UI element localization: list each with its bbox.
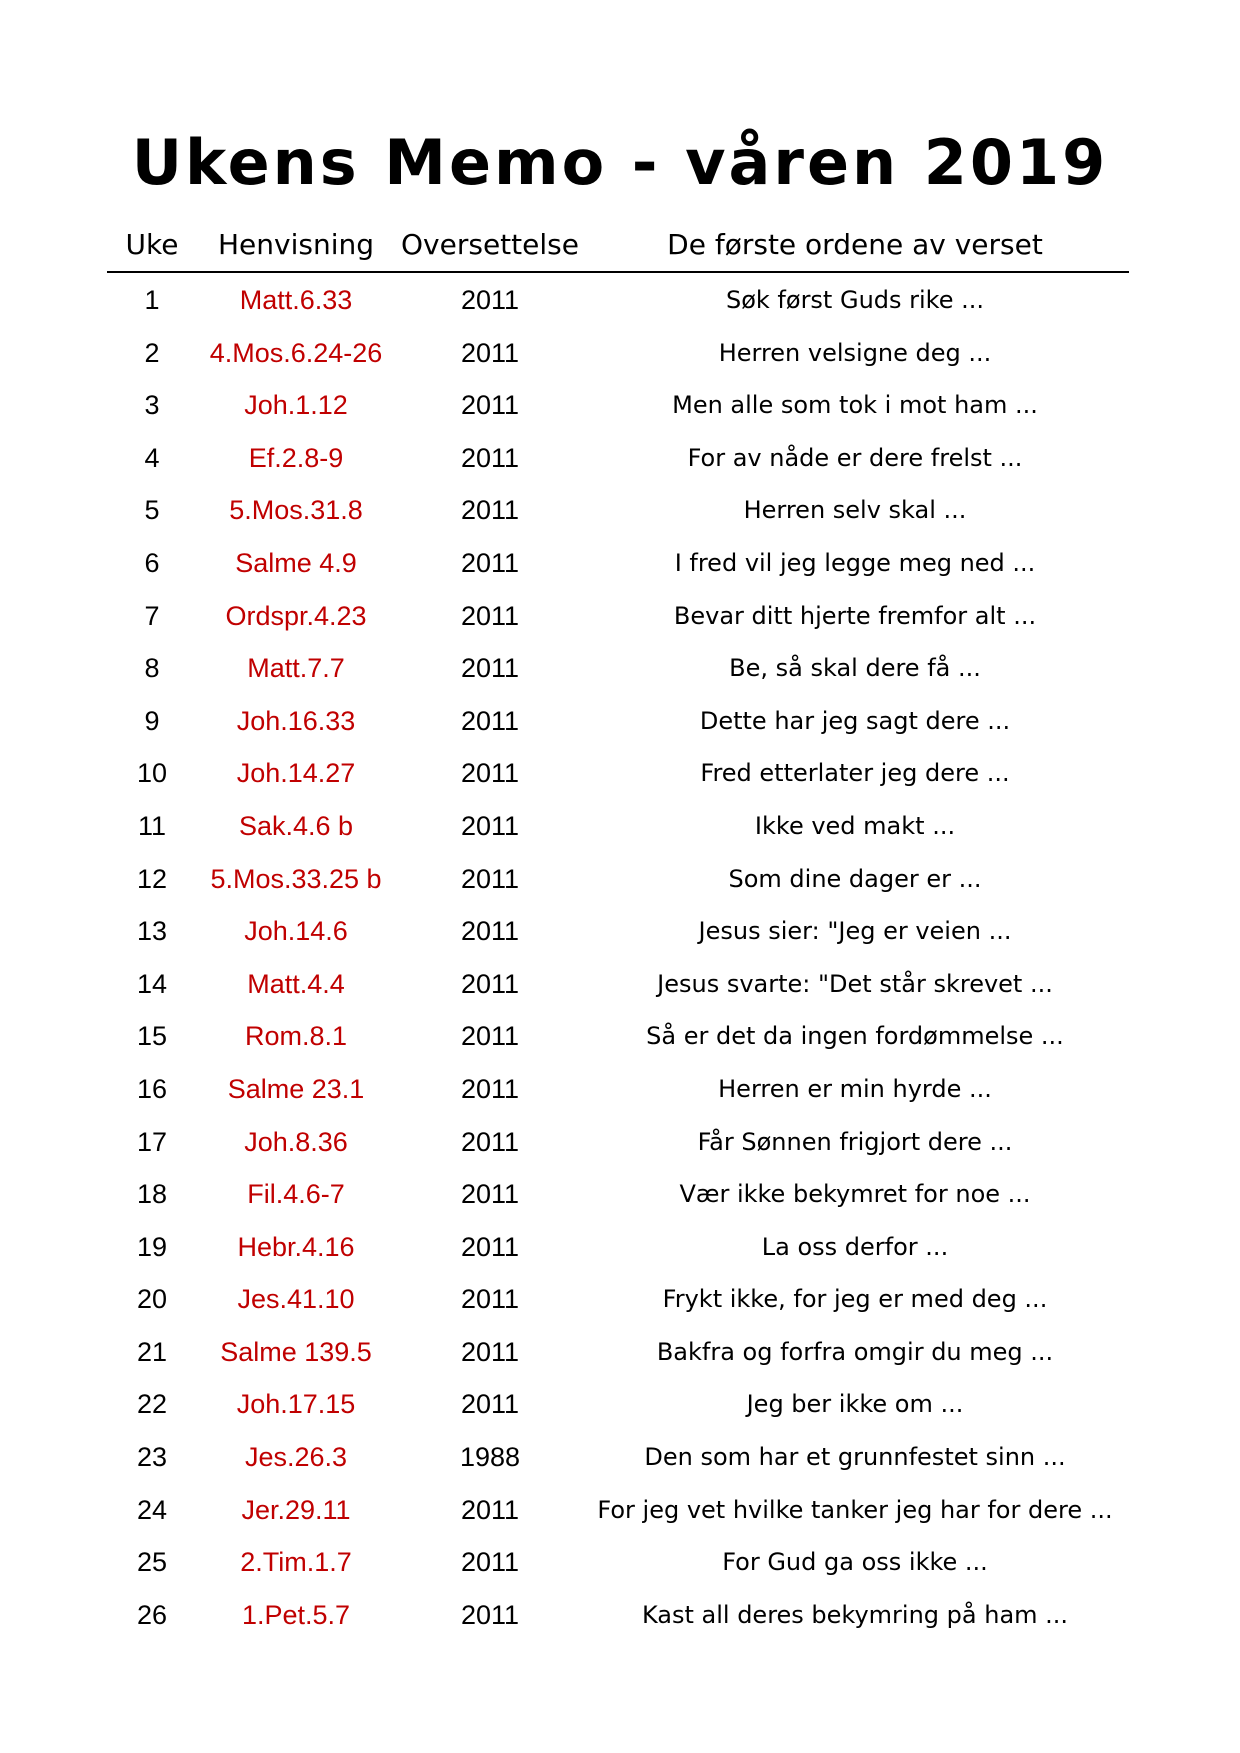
reference-cell: Rom.8.1	[244, 1021, 348, 1052]
reference-cell: Salme 4.9	[235, 547, 357, 578]
week-cell: 25	[136, 1547, 168, 1578]
translation-cell: 2011	[460, 1231, 520, 1262]
translation-cell: 2011	[460, 1494, 520, 1525]
translation-cell: 2011	[460, 1126, 520, 1157]
reference-cell: Fil.4.6-7	[247, 1179, 345, 1210]
reference-cell: Salme 23.1	[227, 1073, 365, 1104]
table-row	[0, 753, 1240, 806]
verse-cell: Den som har et grunnfestet sinn ...	[644, 1443, 1066, 1472]
week-cell: 10	[136, 758, 168, 789]
translation-cell: 2011	[460, 285, 520, 315]
table-row	[0, 701, 1240, 754]
translation-cell: 2011	[460, 1073, 520, 1104]
verse-cell: Herren selv skal ...	[743, 496, 967, 525]
verse-cell: Ikke ved makt ...	[754, 811, 956, 840]
verse-cell: I fred vil jeg legge meg ned ...	[674, 548, 1036, 577]
verse-cell: Så er det da ingen fordømmelse ...	[646, 1022, 1064, 1051]
table-row	[0, 1384, 1240, 1437]
table-row	[0, 911, 1240, 964]
translation-cell: 2011	[460, 1021, 520, 1052]
reference-cell: Sak.4.6 b	[238, 810, 354, 841]
translation-cell: 2011	[460, 442, 520, 473]
translation-cell: 2011	[460, 495, 520, 526]
table-row	[0, 280, 1240, 333]
table-row	[0, 1595, 1240, 1648]
reference-cell: Salme 139.5	[220, 1336, 372, 1367]
reference-cell: 4.Mos.6.24-26	[209, 337, 383, 368]
table-row	[0, 385, 1240, 438]
verse-cell: Kast all deres bekymring på ham ...	[641, 1600, 1069, 1629]
translation-cell: 2011	[460, 1547, 520, 1578]
translation-cell: 2011	[460, 1599, 520, 1630]
reference-cell: Matt.6.33	[239, 285, 353, 315]
column-header-reference: Henvisning	[217, 228, 374, 261]
week-cell: 14	[136, 968, 168, 999]
week-cell: 21	[136, 1336, 168, 1367]
translation-cell: 2011	[460, 968, 520, 999]
header-divider	[107, 271, 1129, 273]
reference-cell: Joh.1.12	[244, 390, 348, 421]
table-row	[0, 1227, 1240, 1280]
verse-cell: Herren velsigne deg ...	[718, 338, 992, 367]
table-row	[0, 543, 1240, 596]
week-cell: 1	[144, 285, 160, 315]
table-row	[0, 1332, 1240, 1385]
page-title: Ukens Memo - våren 2019	[131, 126, 1109, 199]
table-body	[0, 280, 1240, 1647]
week-cell: 23	[136, 1442, 168, 1473]
table-row	[0, 964, 1240, 1017]
verse-cell: Vær ikke bekymret for noe ...	[679, 1180, 1031, 1209]
reference-cell: Matt.4.4	[247, 968, 345, 999]
week-cell: 8	[144, 653, 160, 684]
week-cell: 19	[136, 1231, 168, 1262]
table-row	[0, 1069, 1240, 1122]
verse-cell: Jesus svarte: "Det står skrevet ...	[657, 969, 1053, 998]
table-row	[0, 1437, 1240, 1490]
table-header	[0, 222, 1240, 268]
week-cell: 2	[144, 337, 160, 368]
week-cell: 4	[144, 442, 160, 473]
verse-cell: Som dine dager er ...	[728, 864, 982, 893]
week-cell: 15	[136, 1021, 168, 1052]
week-cell: 18	[136, 1179, 168, 1210]
table-row	[0, 438, 1240, 491]
reference-cell: Jes.41.10	[237, 1284, 355, 1315]
translation-cell: 2011	[460, 547, 520, 578]
verse-cell: Jesus sier: "Jeg er veien ...	[698, 917, 1012, 946]
table-row	[0, 859, 1240, 912]
week-cell: 5	[144, 495, 160, 526]
translation-cell: 2011	[460, 653, 520, 684]
week-cell: 7	[144, 600, 160, 631]
translation-cell: 2011	[460, 390, 520, 421]
verse-cell: Dette har jeg sagt dere ...	[699, 706, 1011, 735]
reference-cell: Jer.29.11	[241, 1494, 351, 1525]
table-row	[0, 1279, 1240, 1332]
translation-cell: 2011	[460, 916, 520, 947]
verse-cell: For av nåde er dere frelst ...	[687, 443, 1023, 472]
reference-cell: 5.Mos.33.25 b	[210, 863, 382, 894]
translation-cell: 2011	[460, 1336, 520, 1367]
verse-cell: Jeg ber ikke om ...	[746, 1390, 964, 1419]
translation-cell: 2011	[460, 1389, 520, 1420]
reference-cell: Matt.7.7	[247, 653, 345, 684]
column-header-verse: De første ordene av verset	[667, 228, 1043, 261]
translation-cell: 2011	[460, 1284, 520, 1315]
verse-cell: For jeg vet hvilke tanker jeg har for dere ...	[597, 1495, 1113, 1524]
table-row	[0, 596, 1240, 649]
week-cell: 26	[136, 1599, 168, 1630]
table-row	[0, 1542, 1240, 1595]
week-cell: 22	[136, 1389, 168, 1420]
translation-cell: 2011	[460, 337, 520, 368]
translation-cell: 2011	[460, 758, 520, 789]
translation-cell: 2011	[460, 863, 520, 894]
verse-cell: Be, så skal dere få ...	[729, 654, 981, 683]
reference-cell: Jes.26.3	[244, 1442, 348, 1473]
column-header-week: Uke	[125, 228, 179, 261]
table-row	[0, 490, 1240, 543]
verse-cell: Frykt ikke, for jeg er med deg ...	[662, 1285, 1048, 1314]
reference-cell: Joh.16.33	[236, 705, 356, 736]
translation-cell: 2011	[460, 810, 520, 841]
verse-cell: Men alle som tok i mot ham ...	[672, 391, 1038, 420]
table-row	[0, 1174, 1240, 1227]
reference-cell: Ordspr.4.23	[225, 600, 367, 631]
reference-cell: Ef.2.8-9	[248, 442, 344, 473]
reference-cell: Hebr.4.16	[237, 1231, 355, 1262]
verse-cell: Bevar ditt hjerte fremfor alt ...	[673, 601, 1037, 630]
table-row	[0, 1016, 1240, 1069]
verse-cell: Bakfra og forfra omgir du meg ...	[656, 1337, 1054, 1366]
week-cell: 6	[144, 547, 160, 578]
translation-cell: 2011	[460, 705, 520, 736]
week-cell: 24	[136, 1494, 168, 1525]
verse-cell: For Gud ga oss ikke ...	[722, 1548, 988, 1577]
table-row	[0, 806, 1240, 859]
verse-cell: Får Sønnen frigjort dere ...	[697, 1127, 1013, 1156]
week-cell: 17	[136, 1126, 168, 1157]
verse-cell: Herren er min hyrde ...	[718, 1074, 992, 1103]
table-row	[0, 648, 1240, 701]
reference-cell: 5.Mos.31.8	[229, 495, 363, 526]
table-row	[0, 1122, 1240, 1175]
reference-cell: Joh.8.36	[244, 1126, 348, 1157]
translation-cell: 2011	[460, 1179, 520, 1210]
table-row	[0, 1490, 1240, 1543]
week-cell: 16	[136, 1073, 168, 1104]
reference-cell: Joh.14.6	[244, 916, 348, 947]
week-cell: 12	[136, 863, 168, 894]
translation-cell: 2011	[460, 600, 520, 631]
translation-cell: 1988	[459, 1442, 521, 1473]
reference-cell: 1.Pet.5.7	[241, 1599, 351, 1630]
reference-cell: Joh.17.15	[236, 1389, 356, 1420]
reference-cell: 2.Tim.1.7	[240, 1547, 352, 1578]
table-row	[0, 333, 1240, 386]
week-cell: 9	[144, 705, 160, 736]
column-header-translation: Oversettelse	[401, 228, 579, 261]
verse-cell: La oss derfor ...	[761, 1232, 949, 1261]
week-cell: 11	[137, 810, 167, 841]
reference-cell: Joh.14.27	[236, 758, 356, 789]
week-cell: 3	[144, 390, 160, 421]
verse-cell: Søk først Guds rike ...	[725, 286, 985, 314]
week-cell: 20	[136, 1284, 168, 1315]
week-cell: 13	[136, 916, 168, 947]
verse-cell: Fred etterlater jeg dere ...	[700, 759, 1010, 788]
